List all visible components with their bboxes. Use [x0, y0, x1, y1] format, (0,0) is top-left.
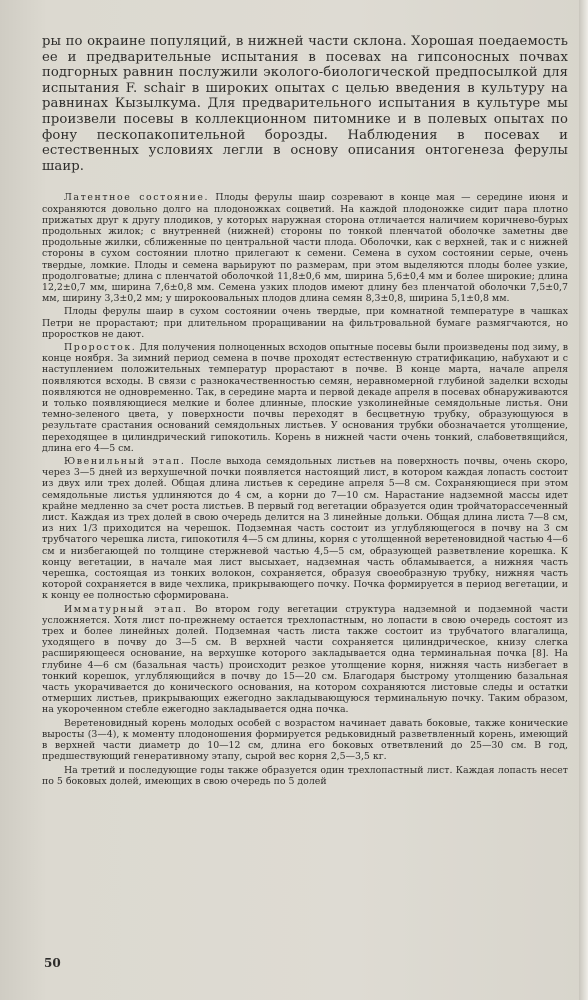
paragraph-immature	[42, 604, 568, 716]
paragraph-juvenile	[42, 456, 568, 602]
paragraph-text: Во втором году вегетации структура надземной и подземной части усложняется. Хотя лист по-прежнему остается трехлопастным, но лопасти в свою очередь состоят из трех и более линейных долей. Подземная часть листа также состоит из трубчатого влагалища, уходящего в почву до 3—5 см. В верхней части сохраняется цилиндрическое, книзу слегка расширяющееся основание, на верхушке которого закладывается одна терминальная почка [8]. На глубине 4—6 см (базальная часть) происходит резкое утолщение корня, нижняя часть низбегает в тонкий корешок, углубляющийся в почву до 15—20 см. Благодаря быстрому утолщению базальная часть укорачивается до конического основания, на котором сохраняются листовые следы и остатки отмерших листьев, прикрывающих ежегодно закладывающуюся терминальную почку. Таким образом, на укороченном стебле ежегодно закладывается одна почка.	[42, 603, 568, 716]
paragraph-third-year: На третий и последующие годы также образуется один трехлопастный лист. Каждая лопасть несет по 5 боковых долей, имеющих в свою очередь по 5 долей	[42, 764, 568, 787]
paragraph-text: После выхода семядольных листьев на поверхность почвы, очень скоро, через 3—5 дней из верхушечной почки появляется настоящий лист, в котором каждая лопасть состоит из двух или трех долей. Общая длина листьев к середине апреля 5—8 см. Сохраняющиеся при этом семядольные листья удлиняются до 4 см, а корни до 7—10 см. Нарастание надземной массы идет крайне медленно за счет роста листьев. В первый год вегетации образуется один тройчаторассеченный лист. Каждая из трех долей в свою очередь делится на 3 линейные дольки. Общая длина листа 7—8 см, из них 1/3 приходится на черешок. Подземная часть состоит из углубляющегося в почву на 3 см трубчатого черешка листа, гипокотиля 4—5 см длины, корня с утолщенной веретеновидной частью 4—6 см и низбегающей по толщине стержневой частью 4,5—5 см, образующей разветвление корешка. К концу вегетации, в начале мая лист высыхает, надземная часть обламывается, а нижняя часть черешка, состоящая из тонких волокон, сохраняется, образуя своеобразную трубку, нижняя часть которой сохраняется в виде чехлика, прикрывающего почку. Почка формируется в период вегетации, и к концу ее полностью сформирована.	[42, 456, 568, 602]
paragraph-latent-state	[42, 192, 568, 304]
page-number: 50	[44, 956, 61, 970]
section-term: Имматурный этап.	[64, 603, 188, 615]
section-term: Ювенильный этап.	[64, 456, 186, 468]
body-text	[42, 192, 568, 787]
section-term: Латентное состояние.	[64, 192, 210, 204]
paragraph-seedling	[42, 342, 568, 454]
paragraph-root: Веретеновидный корень молодых особей с возрастом начинает давать боковые, также конические выросты (3—4), к моменту плодоношения формируется редьковидный разветвленный корень, имеющий в верхней части диаметр до 10—12 см, длина его боковых ответвлений до 25—30 см. В год, предшествующий генеративному этапу, сырой вес корня 2,5—3,5 кг.	[42, 717, 568, 763]
intro-paragraph: ры по окраине популяций, в нижней части склона. Хорошая поедаемость ее и предварительные испытания в посевах на гипсоносных почвах подгорных равнин послужили эколого-биологической предпосылкой для испытания F. schair в широких опытах с целью введения в культуру на равнинах Кызылкума. Для предварительного испытания в культуре мы произвели посевы в коллекционном питомнике и в полевых опытах по фону пескопакопительной борозды. Наблюдения в посевах и естественных условиях легли в основу описания онтогенеза ферулы шаир.	[42, 34, 568, 174]
section-term: Проросток.	[64, 341, 137, 353]
page-edge	[579, 0, 588, 1000]
paragraph-text: Плоды ферулы шаир созревают в конце мая — середине июня и сохраняются довольно долго на плодоножках соцветий. На каждой плодоножке сидит пара плотно прижатых друг к другу плодиков, у которых наружная сторона отличается наличием коричнево-бурых продольных жилок; с внутренней (нижней) стороны по тонкой пленчатой оболочке заметны две продольные жилки, сближенные по центральной части плода. Оболочки, как с верхней, так и с нижней стороны в сухом состоянии плотно прилегают к семени. Семена в сухом состоянии серые, очень твердые, ломкие. Плоды и семена варьируют по размерам, при этом выделяются плоды более узкие, продолговатые; длина с пленчатой оболочкой 11,8±0,6 мм, ширина 5,6±0,4 мм и более широкие; длина 12,2±0,7 мм, ширина 7,6±0,8 мм. Семена узких плодов имеют длину без пленчатой оболочки 7,5±0,7 мм, ширину 3,3±0,2 мм; у широкоовальных плодов длина семян 8,3±0,8, ширина 5,1±0,8 мм.	[42, 192, 569, 305]
paragraph-text: Для получения полноценных всходов опытные посевы были произведены под зиму, в конце ноября. За зимний период семена в почве проходят естественную стратификацию, набухают и с наступлением положительных температур прорастают в почве. В конце марта, начале апреля появляются всходы. В связи с разнокачественностью семян, неравномерной глубиной заделки всходы появляются не одновременно. Так, в середине марта и первой декаде апреля в посевах обнаруживаются и только появляющиеся мелкие и более длинные, плоские узколинейные семядольные листья. Они темно-зеленого цвета, у поверхности почвы переходят в бесцветную трубку, образующуюся в результате срастания оснований семядольных листьев. У основания трубки обозначается утолщение, переходящее в цилиндрический гипокотиль. Корень в нижней части очень тонкий, слабоветвящийся, длина его 4—5 см.	[42, 341, 568, 454]
paragraph-fruits: Плоды ферулы шаир в сухом состоянии очень твердые, при комнатной температуре в чашках Петри не прорастают; при длительном проращивании на фильтровальной бумаге размягчаются, но проростков не дают.	[42, 306, 568, 340]
